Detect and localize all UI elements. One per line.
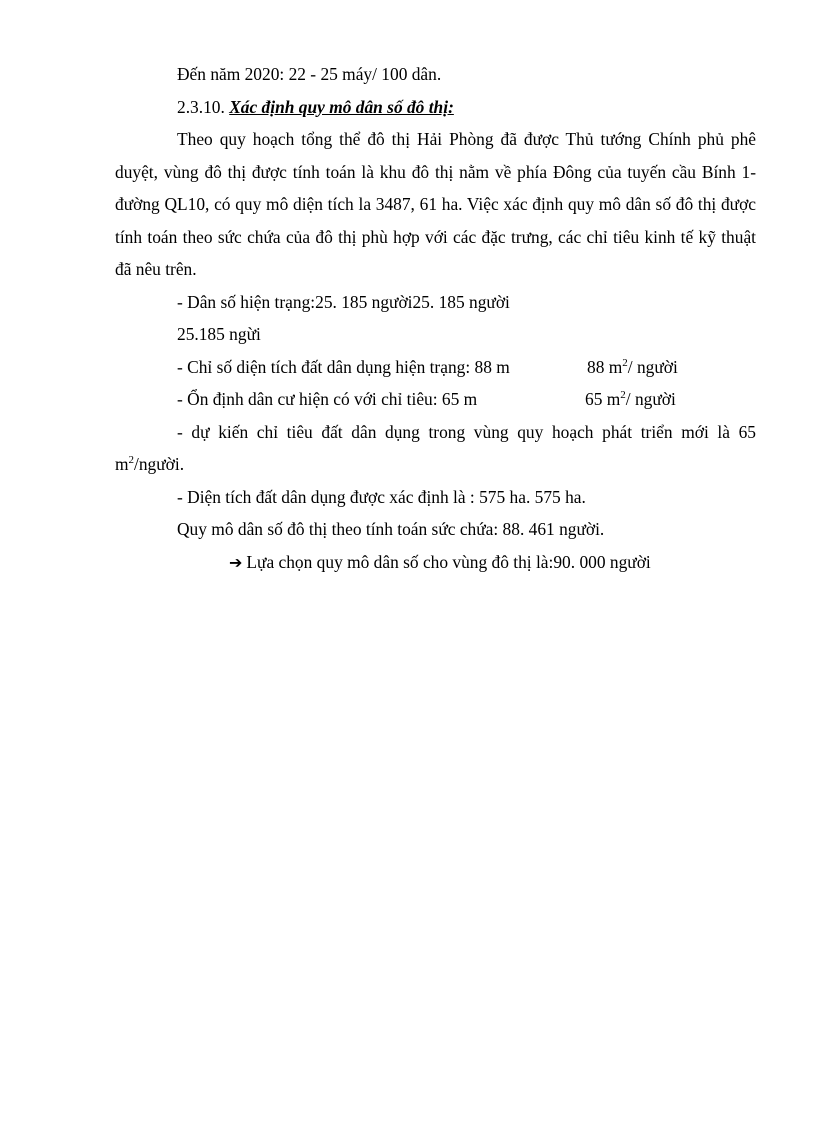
land-index-value: 88 m [587, 356, 623, 377]
line-2020-target: Đến năm 2020: 22 - 25 máy/ 100 dân. [177, 64, 442, 84]
selection-line [115, 546, 756, 581]
stable-line [115, 383, 756, 416]
population-current: - Dân số hiện trạng:25. 185 người25. 185 người [177, 291, 510, 312]
population-short: 25.185 ngừi [177, 324, 261, 344]
stable-sup: 2 [620, 389, 626, 402]
planned-sup: 2 [128, 454, 135, 467]
land-index-unit: / người [627, 356, 678, 377]
document-body [115, 58, 756, 580]
land-area: - Diện tích đất dân dụng được xác định là : 575 ha. 575 ha. [177, 486, 586, 507]
land-index-line [115, 351, 756, 384]
land-index-label: - Chỉ số diện tích đất dân dụng hiện trạng: 88 m [177, 356, 510, 377]
section-heading [115, 91, 756, 124]
planned-line-2 [115, 448, 756, 481]
stable-value: 65 m [585, 389, 621, 409]
section-number: 2.3.10. [177, 96, 225, 117]
arrow-right-icon: ➔ [229, 554, 243, 572]
stable-label: - Ổn định dân cư hiện có với chỉ tiêu: 65 m [177, 389, 478, 409]
paragraph-planning: Theo quy hoạch tổng thể đô thị Hải Phòng đã được Thủ tướng Chính phủ phê duyệt, vùng đô thị được tính toán là khu đô thị nằm về phía Đông của tuyến cầu Bính 1- đường QL10, có quy mô diện tích la 3487, 61 ha. Việc xác định quy mô dân số đô thị được tính toán theo sức chứa của đô thị phù hợp với các đặc trưng, các chỉ tiêu kinh tế kỹ thuật đã nêu trên. [115, 129, 756, 279]
capacity-line: Quy mô dân số đô thị theo tính toán sức chứa: 88. 461 người. [177, 519, 605, 539]
land-index-sup: 2 [622, 356, 628, 369]
planned-m: m [115, 454, 129, 474]
stable-unit: / người [625, 389, 676, 409]
section-title: Xác định quy mô dân số đô thị: [229, 96, 454, 117]
planned-unit: /người. [134, 454, 185, 474]
planned-line-1: - dự kiến chỉ tiêu đất dân dụng trong vùng quy hoạch phát triển mới là 65 [177, 421, 756, 442]
selection-text: Lựa chọn quy mô dân số cho vùng đô thị là:90. 000 người [246, 551, 651, 572]
